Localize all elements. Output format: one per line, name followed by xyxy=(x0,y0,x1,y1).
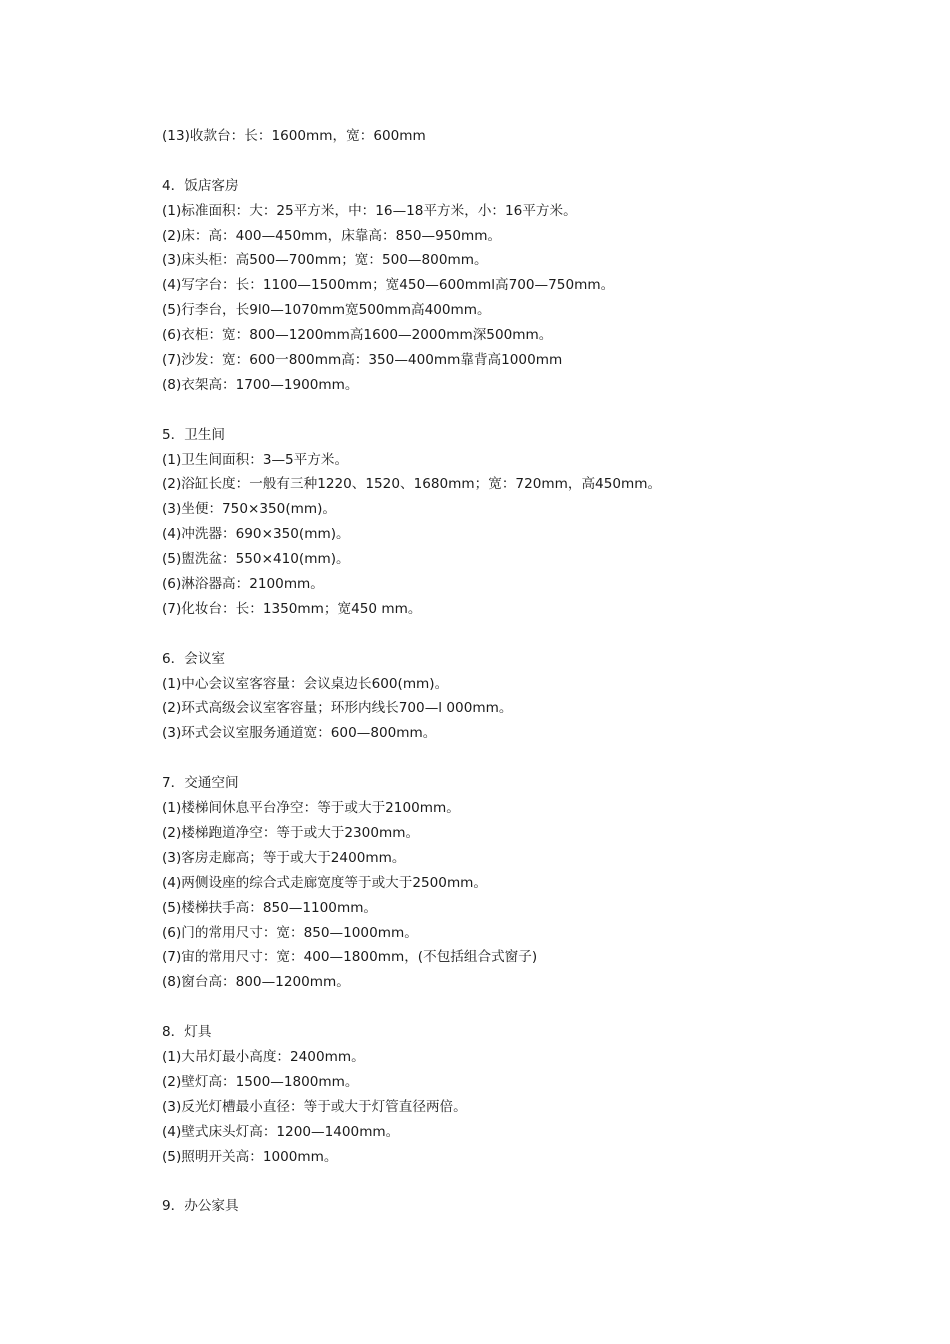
spec-item: (1)卫生间面积：3—5平方米。 xyxy=(162,451,349,468)
spec-item: (1)楼梯间休息平台净空：等于或大于2100mm。 xyxy=(162,800,460,817)
spec-item: (3)反光灯槽最小直径：等于或大于灯管直径两倍。 xyxy=(162,1098,467,1115)
spec-item: (7)宙的常用尺寸：宽：400—1800mm，(不包括组合式窗子) xyxy=(162,949,538,966)
spec-item: (1)大吊灯最小高度：2400mm。 xyxy=(162,1048,365,1065)
spec-item: (3)客房走廊高；等于或大于2400mm。 xyxy=(162,849,406,866)
section-heading: 5．卫生间 xyxy=(162,426,226,443)
spec-item: (3)坐便：750×350(mm)。 xyxy=(162,501,337,518)
spec-item: (1)中心会议室客容量：会议桌边长600(mm)。 xyxy=(162,675,449,692)
section-spacer xyxy=(162,622,902,647)
spec-item: (3)床头柜：高500—700mm；宽：500—800mm。 xyxy=(162,252,488,269)
section-heading: 8．灯具 xyxy=(162,1024,212,1041)
section-spacer xyxy=(162,746,902,771)
section-heading: 4．饭店客房 xyxy=(162,177,239,194)
section-spacer xyxy=(162,995,902,1020)
spec-item: (8)衣架高：1700—1900mm。 xyxy=(162,376,359,393)
spec-item: (7)沙发：宽：600一800mm高：350—400mm靠背高1000mm xyxy=(162,352,563,369)
section-heading: 9．办公家具 xyxy=(162,1198,239,1215)
spec-item: (5)盥洗盆：550×410(mm)。 xyxy=(162,551,350,568)
spec-item: (2)楼梯跑道净空：等于或大于2300mm。 xyxy=(162,824,420,841)
spec-item: (6)门的常用尺寸：宽：850—1000mm。 xyxy=(162,924,418,941)
section-spacer xyxy=(162,1169,902,1194)
spec-item: (2)壁灯高：1500—1800mm。 xyxy=(162,1073,359,1090)
section-heading: 6．会议室 xyxy=(162,650,226,667)
section-heading: 7．交通空间 xyxy=(162,775,239,792)
spec-item: (3)环式会议室服务通道宽：600—800mm。 xyxy=(162,725,437,742)
spec-item: (4)壁式床头灯高：1200—1400mm。 xyxy=(162,1123,400,1140)
section-spacer xyxy=(162,398,902,423)
spec-item: (5)行李台，长9l0—1070mm宽500mm高400mm。 xyxy=(162,302,491,319)
spec-item: (8)窗台高：800—1200mm。 xyxy=(162,974,350,991)
spec-item: (2)床：高：400—450mm，床靠高：850—950mm。 xyxy=(162,227,502,244)
lead-line: (13)收款台：长：1600mm，宽：600mm xyxy=(162,128,426,144)
spec-item: (5)楼梯扶手高：850—1100mm。 xyxy=(162,899,378,916)
spec-item: (6)淋浴器高：2100mm。 xyxy=(162,576,324,593)
spec-item: (2)浴缸长度：一般有三种1220、1520、1680mm；宽：720mm，高450mm。 xyxy=(162,476,662,493)
spec-item: (1)标准面积：大：25平方米，中：16—18平方米，小：16平方米。 xyxy=(162,202,577,219)
spec-item: (4)写字台：长：1100—1500mm；宽450—600mml高700—750mm。 xyxy=(162,277,615,294)
sections-container xyxy=(162,149,902,1219)
spec-item: (5)照明开关高：1000mm。 xyxy=(162,1148,338,1165)
spec-item: (2)环式高级会议室客容量；环形内线长700—l 000mm。 xyxy=(162,700,513,717)
document-body xyxy=(162,124,902,1219)
section-spacer xyxy=(162,149,902,174)
spec-item: (6)衣柜：宽：800—1200mm高1600—2000mm深500mm。 xyxy=(162,327,553,344)
spec-item: (4)两侧设座的综合式走廊宽度等于或大于2500mm。 xyxy=(162,874,488,891)
spec-item: (7)化妆台：长：1350mm；宽450 mm。 xyxy=(162,600,422,617)
spec-item: (4)冲洗器：690×350(mm)。 xyxy=(162,526,350,543)
